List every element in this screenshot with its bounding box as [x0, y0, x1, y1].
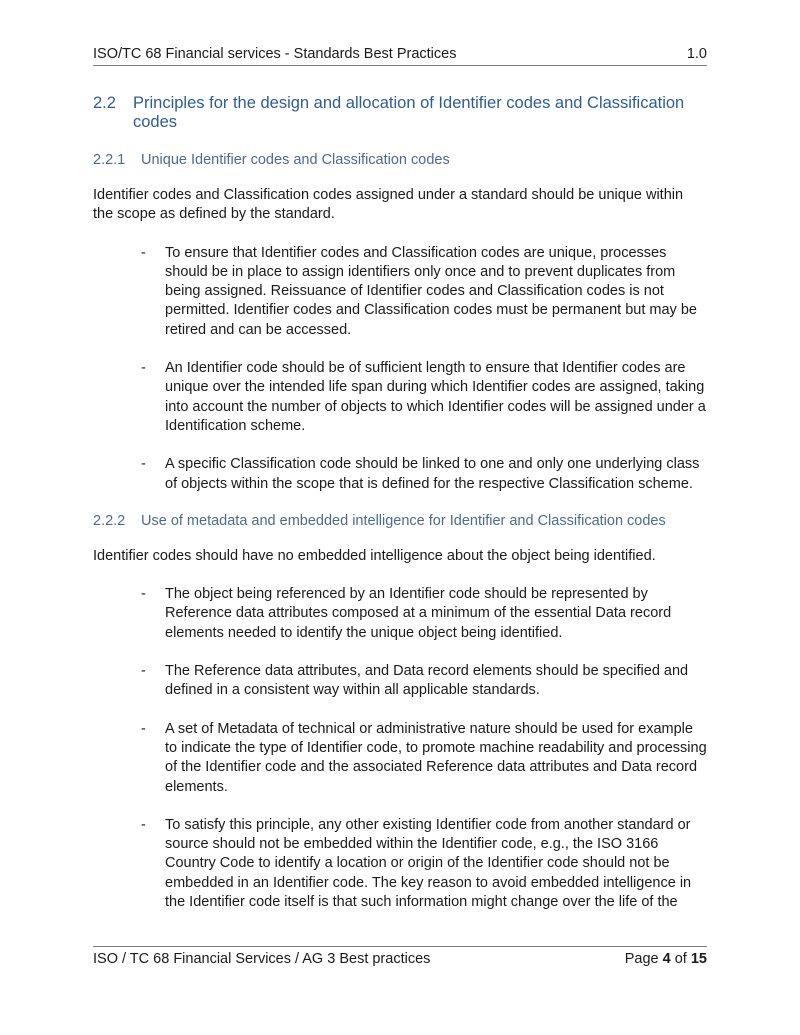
- total-pages: 15: [690, 951, 707, 967]
- subsection-number: 2.2.1: [93, 152, 126, 168]
- header-version: 1.0: [686, 46, 707, 62]
- page-number: Page 4 of 15: [624, 951, 707, 967]
- list-item: - To ensure that Identifier codes and Classification codes are unique, processes should be in place to assign identifiers only once and to prevent duplicates from being assigned. Reissuance of Identifier codes and Classification codes is not permitted. Identifier codes and Classification codes must be permanent but may be retired and can be accessed.: [141, 244, 697, 338]
- header-title: ISO/TC 68 Financial services - Standards Best Practices: [93, 46, 457, 62]
- list-item: - The object being referenced by an Identifier code should be represented by Reference data attributes composed at a minimum of the essential Data record elements needed to identify the unique object being identified.: [141, 586, 672, 641]
- paragraph: Identifier codes and Classification codes assigned under a standard should be unique within the scope as defined by the standard.: [93, 187, 684, 223]
- section-number: 2.2: [93, 94, 116, 112]
- section-title: Principles for the design and allocation of Identifier codes and Classification codes: [133, 94, 685, 131]
- subsection-title: Use of metadata and embedded intelligence for Identifier and Classification codes: [141, 512, 666, 529]
- bullet-list-1: [93, 244, 707, 494]
- paragraph: Identifier codes should have no embedded intelligence about the object being identified.: [93, 547, 656, 564]
- list-item: - An Identifier code should be of sufficient length to ensure that Identifier codes are unique over the intended life span during which Identifier codes are assigned, taking into account the number of objects to which Identifier codes will be assigned under a Identification scheme.: [141, 360, 706, 434]
- page-footer: [93, 946, 707, 967]
- subsection-heading-1: [93, 152, 707, 168]
- bullet-dash: -: [141, 663, 146, 680]
- subsection-heading-2: [93, 513, 707, 529]
- section-heading: [93, 94, 707, 132]
- page-header: [93, 46, 707, 66]
- bullet-dash: -: [141, 360, 146, 377]
- bullet-dash: -: [141, 720, 146, 737]
- list-item: - The Reference data attributes, and Data record elements should be specified and defined in a consistent way within all applicable standards.: [141, 663, 689, 699]
- page-content: [93, 94, 707, 931]
- bullet-dash: -: [141, 244, 146, 261]
- bullet-list-2: [93, 585, 707, 912]
- list-item: - To satisfy this principle, any other existing Identifier code from another standard or source should not be embedded within the Identifier code, e.g., the ISO 3166 Country Code to identify a location or origin of the Identifier code should not be embedded in an Identifier code. The key reason to avoid embedded intelligence in the Identifier code itself is that such information might change over the life of the: [141, 816, 692, 911]
- bullet-dash: -: [141, 586, 146, 603]
- footer-title: ISO / TC 68 Financial Services / AG 3 Best practices: [93, 951, 431, 967]
- list-item: - A specific Classification code should be linked to one and only one underlying class of objects within the scope that is defined for the respective Classification scheme.: [141, 456, 700, 492]
- subsection-title: Unique Identifier codes and Classification codes: [141, 152, 450, 168]
- bullet-dash: -: [141, 456, 146, 473]
- bullet-dash: -: [141, 816, 146, 833]
- list-item: - A set of Metadata of technical or administrative nature should be used for example to indicate the type of Identifier code, to promote machine readability and processing of the Identifier code and the associated Reference data attributes and Data record elements.: [141, 720, 707, 795]
- subsection-number: 2.2.2: [93, 512, 126, 529]
- current-page: 4: [662, 951, 671, 967]
